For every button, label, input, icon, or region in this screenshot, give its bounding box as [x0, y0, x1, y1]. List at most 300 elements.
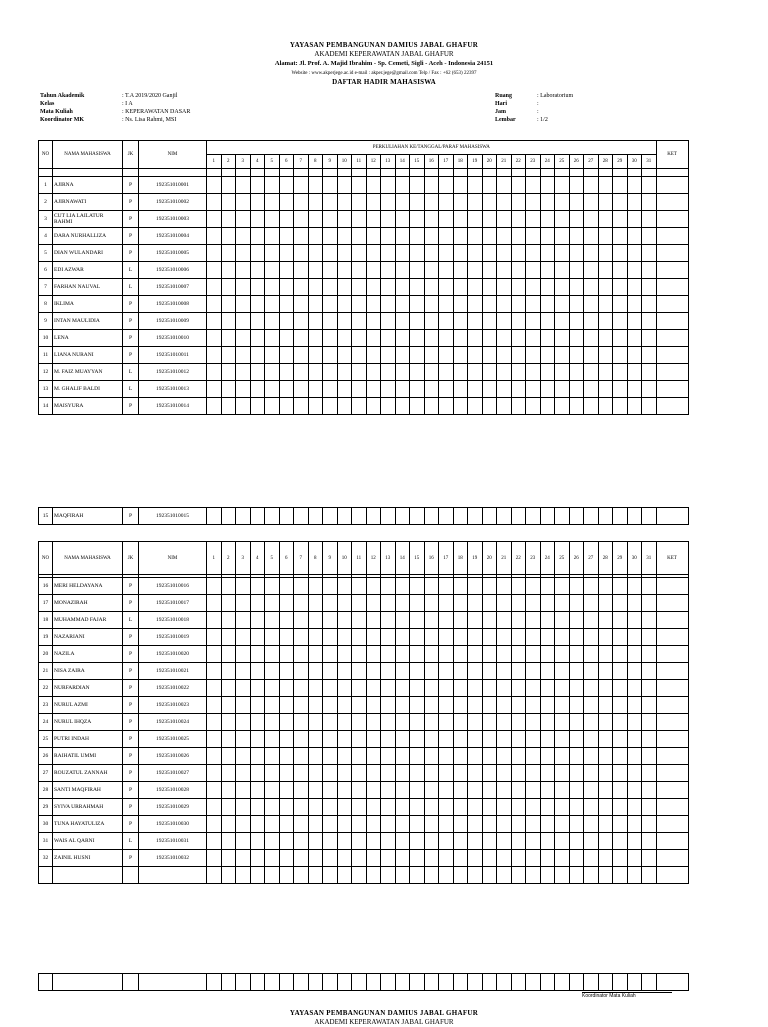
- cell-day[interactable]: [395, 330, 410, 347]
- cell-day[interactable]: [395, 833, 410, 850]
- cell-day[interactable]: [453, 697, 468, 714]
- cell-day[interactable]: [410, 296, 425, 313]
- cell-day[interactable]: [627, 578, 642, 595]
- cell-day[interactable]: [540, 680, 555, 697]
- cell-empty[interactable]: [627, 169, 642, 177]
- cell-day[interactable]: [207, 697, 222, 714]
- cell-day[interactable]: [424, 782, 439, 799]
- cell-day[interactable]: [395, 578, 410, 595]
- cell-day[interactable]: [207, 508, 222, 525]
- cell-day[interactable]: [279, 194, 294, 211]
- cell-day[interactable]: [511, 262, 526, 279]
- cell-day[interactable]: [381, 629, 396, 646]
- cell-ket[interactable]: [656, 194, 688, 211]
- cell-day[interactable]: [308, 245, 323, 262]
- cell-day[interactable]: [279, 508, 294, 525]
- cell-day[interactable]: [221, 398, 236, 415]
- cell-empty[interactable]: [482, 169, 497, 177]
- cell-day[interactable]: [207, 296, 222, 313]
- cell-empty[interactable]: [53, 169, 123, 177]
- cell-day[interactable]: [584, 714, 599, 731]
- cell-day[interactable]: [468, 313, 483, 330]
- cell-day[interactable]: [352, 629, 367, 646]
- cell-day[interactable]: [221, 680, 236, 697]
- cell-empty[interactable]: [656, 169, 688, 177]
- cell-day[interactable]: [453, 612, 468, 629]
- cell-day[interactable]: [584, 508, 599, 525]
- cell-day[interactable]: [424, 364, 439, 381]
- cell-day[interactable]: [236, 364, 251, 381]
- cell-day[interactable]: [598, 850, 613, 867]
- cell-day[interactable]: [511, 347, 526, 364]
- cell-day[interactable]: [468, 347, 483, 364]
- cell-day[interactable]: [337, 748, 352, 765]
- cell-day[interactable]: [236, 508, 251, 525]
- cell-day[interactable]: [308, 364, 323, 381]
- cell-day[interactable]: [250, 833, 265, 850]
- cell-day[interactable]: [221, 731, 236, 748]
- cell-day[interactable]: [221, 578, 236, 595]
- cell-day[interactable]: [540, 279, 555, 296]
- cell-day[interactable]: [207, 228, 222, 245]
- cell-day[interactable]: [439, 364, 454, 381]
- cell-day[interactable]: [366, 748, 381, 765]
- cell-day[interactable]: [482, 364, 497, 381]
- cell-day[interactable]: [279, 765, 294, 782]
- cell-day[interactable]: [323, 782, 338, 799]
- cell-day[interactable]: [439, 398, 454, 415]
- cell-day[interactable]: [250, 508, 265, 525]
- cell-day[interactable]: [569, 508, 584, 525]
- cell-day[interactable]: [439, 680, 454, 697]
- cell-day[interactable]: [497, 398, 512, 415]
- cell-day[interactable]: [555, 194, 570, 211]
- cell-day[interactable]: [482, 680, 497, 697]
- cell-empty[interactable]: [526, 169, 541, 177]
- cell-day[interactable]: [642, 748, 657, 765]
- cell-day[interactable]: [598, 398, 613, 415]
- cell-day[interactable]: [526, 731, 541, 748]
- cell-day[interactable]: [453, 782, 468, 799]
- cell-day[interactable]: [439, 262, 454, 279]
- cell-day[interactable]: [265, 177, 280, 194]
- cell-day[interactable]: [497, 765, 512, 782]
- cell-day[interactable]: [627, 313, 642, 330]
- cell-day[interactable]: [424, 731, 439, 748]
- cell-day[interactable]: [497, 680, 512, 697]
- cell-day[interactable]: [468, 748, 483, 765]
- cell-day[interactable]: [366, 262, 381, 279]
- cell-empty[interactable]: [123, 169, 139, 177]
- cell-day[interactable]: [410, 680, 425, 697]
- cell-day[interactable]: [453, 595, 468, 612]
- cell-day[interactable]: [598, 211, 613, 228]
- cell-day[interactable]: [250, 799, 265, 816]
- cell-day[interactable]: [279, 782, 294, 799]
- cell-empty[interactable]: [308, 974, 323, 991]
- cell-day[interactable]: [569, 330, 584, 347]
- cell-day[interactable]: [569, 262, 584, 279]
- cell-empty[interactable]: [323, 974, 338, 991]
- cell-day[interactable]: [381, 595, 396, 612]
- cell-day[interactable]: [221, 646, 236, 663]
- cell-day[interactable]: [294, 211, 309, 228]
- cell-day[interactable]: [294, 364, 309, 381]
- cell-ket[interactable]: [656, 245, 688, 262]
- cell-day[interactable]: [236, 347, 251, 364]
- cell-day[interactable]: [569, 364, 584, 381]
- cell-day[interactable]: [381, 398, 396, 415]
- cell-day[interactable]: [584, 279, 599, 296]
- cell-ket[interactable]: [656, 850, 688, 867]
- cell-day[interactable]: [207, 578, 222, 595]
- cell-day[interactable]: [395, 595, 410, 612]
- cell-day[interactable]: [410, 833, 425, 850]
- cell-day[interactable]: [381, 765, 396, 782]
- cell-day[interactable]: [250, 347, 265, 364]
- cell-day[interactable]: [323, 313, 338, 330]
- cell-day[interactable]: [337, 782, 352, 799]
- cell-ket[interactable]: [656, 782, 688, 799]
- cell-day[interactable]: [439, 850, 454, 867]
- cell-day[interactable]: [540, 697, 555, 714]
- cell-day[interactable]: [642, 697, 657, 714]
- cell-day[interactable]: [279, 262, 294, 279]
- cell-day[interactable]: [366, 578, 381, 595]
- cell-day[interactable]: [250, 816, 265, 833]
- cell-day[interactable]: [439, 646, 454, 663]
- cell-empty[interactable]: [613, 974, 628, 991]
- cell-day[interactable]: [236, 228, 251, 245]
- cell-day[interactable]: [439, 279, 454, 296]
- cell-day[interactable]: [453, 279, 468, 296]
- cell-day[interactable]: [395, 262, 410, 279]
- cell-day[interactable]: [627, 211, 642, 228]
- cell-day[interactable]: [395, 663, 410, 680]
- cell-day[interactable]: [642, 381, 657, 398]
- cell-day[interactable]: [555, 799, 570, 816]
- cell-day[interactable]: [569, 612, 584, 629]
- cell-day[interactable]: [410, 765, 425, 782]
- cell-day[interactable]: [265, 279, 280, 296]
- cell-day[interactable]: [584, 612, 599, 629]
- cell-day[interactable]: [468, 629, 483, 646]
- cell-day[interactable]: [482, 663, 497, 680]
- cell-empty[interactable]: [569, 974, 584, 991]
- cell-day[interactable]: [236, 765, 251, 782]
- cell-day[interactable]: [279, 595, 294, 612]
- cell-day[interactable]: [439, 296, 454, 313]
- cell-day[interactable]: [221, 194, 236, 211]
- cell-day[interactable]: [337, 279, 352, 296]
- cell-day[interactable]: [221, 765, 236, 782]
- cell-day[interactable]: [395, 799, 410, 816]
- cell-empty[interactable]: [265, 867, 280, 884]
- cell-day[interactable]: [236, 850, 251, 867]
- cell-day[interactable]: [323, 177, 338, 194]
- cell-day[interactable]: [221, 612, 236, 629]
- cell-day[interactable]: [323, 296, 338, 313]
- cell-empty[interactable]: [569, 867, 584, 884]
- cell-day[interactable]: [555, 816, 570, 833]
- cell-day[interactable]: [308, 646, 323, 663]
- cell-day[interactable]: [424, 629, 439, 646]
- cell-day[interactable]: [381, 381, 396, 398]
- cell-day[interactable]: [236, 330, 251, 347]
- cell-day[interactable]: [265, 211, 280, 228]
- cell-day[interactable]: [424, 245, 439, 262]
- cell-day[interactable]: [497, 714, 512, 731]
- cell-day[interactable]: [279, 398, 294, 415]
- cell-day[interactable]: [366, 330, 381, 347]
- cell-day[interactable]: [511, 629, 526, 646]
- cell-day[interactable]: [511, 177, 526, 194]
- cell-day[interactable]: [337, 296, 352, 313]
- cell-day[interactable]: [410, 398, 425, 415]
- cell-empty[interactable]: [250, 169, 265, 177]
- cell-day[interactable]: [482, 646, 497, 663]
- cell-day[interactable]: [468, 245, 483, 262]
- cell-day[interactable]: [323, 799, 338, 816]
- cell-day[interactable]: [468, 714, 483, 731]
- cell-day[interactable]: [526, 646, 541, 663]
- cell-ket[interactable]: [656, 612, 688, 629]
- cell-day[interactable]: [323, 850, 338, 867]
- cell-day[interactable]: [250, 245, 265, 262]
- cell-day[interactable]: [279, 364, 294, 381]
- cell-empty[interactable]: [526, 867, 541, 884]
- cell-empty[interactable]: [279, 867, 294, 884]
- cell-day[interactable]: [497, 245, 512, 262]
- cell-day[interactable]: [526, 279, 541, 296]
- cell-day[interactable]: [584, 850, 599, 867]
- cell-day[interactable]: [337, 816, 352, 833]
- cell-day[interactable]: [439, 595, 454, 612]
- cell-day[interactable]: [221, 262, 236, 279]
- cell-empty[interactable]: [366, 867, 381, 884]
- cell-day[interactable]: [337, 381, 352, 398]
- cell-day[interactable]: [482, 748, 497, 765]
- cell-day[interactable]: [540, 296, 555, 313]
- cell-day[interactable]: [207, 330, 222, 347]
- cell-day[interactable]: [294, 313, 309, 330]
- cell-empty[interactable]: [265, 974, 280, 991]
- cell-day[interactable]: [395, 313, 410, 330]
- cell-empty[interactable]: [207, 974, 222, 991]
- cell-day[interactable]: [323, 680, 338, 697]
- cell-day[interactable]: [337, 578, 352, 595]
- cell-empty[interactable]: [39, 974, 53, 991]
- cell-day[interactable]: [352, 748, 367, 765]
- cell-day[interactable]: [381, 177, 396, 194]
- cell-day[interactable]: [627, 697, 642, 714]
- cell-day[interactable]: [236, 262, 251, 279]
- cell-ket[interactable]: [656, 313, 688, 330]
- cell-day[interactable]: [221, 508, 236, 525]
- cell-day[interactable]: [366, 680, 381, 697]
- cell-day[interactable]: [497, 782, 512, 799]
- cell-day[interactable]: [352, 245, 367, 262]
- cell-day[interactable]: [221, 595, 236, 612]
- cell-day[interactable]: [627, 850, 642, 867]
- cell-day[interactable]: [613, 245, 628, 262]
- cell-day[interactable]: [424, 398, 439, 415]
- cell-day[interactable]: [381, 782, 396, 799]
- cell-day[interactable]: [207, 398, 222, 415]
- cell-day[interactable]: [337, 731, 352, 748]
- cell-empty[interactable]: [221, 974, 236, 991]
- cell-day[interactable]: [352, 578, 367, 595]
- cell-day[interactable]: [526, 850, 541, 867]
- cell-day[interactable]: [497, 177, 512, 194]
- cell-day[interactable]: [526, 697, 541, 714]
- cell-day[interactable]: [265, 799, 280, 816]
- cell-day[interactable]: [352, 731, 367, 748]
- cell-day[interactable]: [468, 330, 483, 347]
- cell-day[interactable]: [352, 296, 367, 313]
- cell-day[interactable]: [207, 245, 222, 262]
- cell-day[interactable]: [453, 731, 468, 748]
- cell-day[interactable]: [424, 313, 439, 330]
- cell-day[interactable]: [236, 595, 251, 612]
- cell-day[interactable]: [555, 748, 570, 765]
- cell-day[interactable]: [613, 765, 628, 782]
- cell-day[interactable]: [497, 211, 512, 228]
- cell-day[interactable]: [511, 508, 526, 525]
- cell-day[interactable]: [265, 782, 280, 799]
- cell-day[interactable]: [511, 194, 526, 211]
- cell-day[interactable]: [352, 782, 367, 799]
- cell-empty[interactable]: [410, 169, 425, 177]
- cell-day[interactable]: [366, 228, 381, 245]
- cell-day[interactable]: [613, 279, 628, 296]
- cell-day[interactable]: [540, 313, 555, 330]
- cell-day[interactable]: [337, 833, 352, 850]
- cell-day[interactable]: [294, 578, 309, 595]
- cell-day[interactable]: [395, 381, 410, 398]
- cell-day[interactable]: [468, 782, 483, 799]
- cell-day[interactable]: [627, 680, 642, 697]
- cell-day[interactable]: [526, 799, 541, 816]
- cell-day[interactable]: [337, 799, 352, 816]
- cell-day[interactable]: [294, 194, 309, 211]
- cell-day[interactable]: [555, 765, 570, 782]
- cell-day[interactable]: [540, 731, 555, 748]
- cell-empty[interactable]: [381, 169, 396, 177]
- cell-day[interactable]: [511, 296, 526, 313]
- cell-day[interactable]: [453, 816, 468, 833]
- cell-day[interactable]: [511, 646, 526, 663]
- cell-day[interactable]: [352, 279, 367, 296]
- cell-day[interactable]: [439, 714, 454, 731]
- cell-day[interactable]: [381, 578, 396, 595]
- cell-day[interactable]: [265, 748, 280, 765]
- cell-day[interactable]: [410, 782, 425, 799]
- cell-day[interactable]: [569, 245, 584, 262]
- cell-empty[interactable]: [207, 867, 222, 884]
- cell-day[interactable]: [308, 313, 323, 330]
- cell-ket[interactable]: [656, 211, 688, 228]
- cell-day[interactable]: [555, 680, 570, 697]
- cell-day[interactable]: [569, 782, 584, 799]
- cell-day[interactable]: [381, 816, 396, 833]
- cell-empty[interactable]: [39, 169, 53, 177]
- cell-empty[interactable]: [236, 974, 251, 991]
- cell-day[interactable]: [308, 748, 323, 765]
- cell-day[interactable]: [207, 646, 222, 663]
- cell-day[interactable]: [555, 296, 570, 313]
- cell-day[interactable]: [584, 398, 599, 415]
- cell-day[interactable]: [424, 508, 439, 525]
- cell-day[interactable]: [555, 833, 570, 850]
- cell-day[interactable]: [381, 731, 396, 748]
- cell-day[interactable]: [468, 177, 483, 194]
- cell-day[interactable]: [526, 330, 541, 347]
- cell-day[interactable]: [207, 629, 222, 646]
- cell-day[interactable]: [221, 748, 236, 765]
- cell-day[interactable]: [584, 296, 599, 313]
- cell-day[interactable]: [395, 398, 410, 415]
- cell-empty[interactable]: [439, 974, 454, 991]
- cell-day[interactable]: [511, 714, 526, 731]
- cell-day[interactable]: [381, 748, 396, 765]
- cell-day[interactable]: [569, 850, 584, 867]
- cell-day[interactable]: [584, 177, 599, 194]
- cell-day[interactable]: [453, 748, 468, 765]
- cell-day[interactable]: [613, 748, 628, 765]
- cell-day[interactable]: [279, 646, 294, 663]
- cell-day[interactable]: [294, 731, 309, 748]
- cell-day[interactable]: [453, 850, 468, 867]
- cell-day[interactable]: [366, 279, 381, 296]
- cell-day[interactable]: [366, 850, 381, 867]
- cell-day[interactable]: [497, 330, 512, 347]
- cell-day[interactable]: [569, 731, 584, 748]
- cell-day[interactable]: [511, 398, 526, 415]
- cell-day[interactable]: [294, 612, 309, 629]
- cell-day[interactable]: [236, 296, 251, 313]
- cell-day[interactable]: [236, 578, 251, 595]
- cell-day[interactable]: [555, 629, 570, 646]
- cell-day[interactable]: [453, 714, 468, 731]
- cell-ket[interactable]: [656, 714, 688, 731]
- cell-day[interactable]: [627, 398, 642, 415]
- cell-day[interactable]: [598, 748, 613, 765]
- cell-day[interactable]: [337, 697, 352, 714]
- cell-day[interactable]: [294, 748, 309, 765]
- cell-day[interactable]: [410, 381, 425, 398]
- cell-day[interactable]: [323, 381, 338, 398]
- cell-day[interactable]: [569, 799, 584, 816]
- cell-day[interactable]: [424, 697, 439, 714]
- cell-day[interactable]: [439, 194, 454, 211]
- cell-day[interactable]: [294, 697, 309, 714]
- cell-day[interactable]: [337, 595, 352, 612]
- cell-day[interactable]: [453, 799, 468, 816]
- cell-empty[interactable]: [221, 867, 236, 884]
- cell-day[interactable]: [265, 347, 280, 364]
- cell-day[interactable]: [352, 313, 367, 330]
- cell-day[interactable]: [569, 347, 584, 364]
- cell-day[interactable]: [410, 279, 425, 296]
- cell-day[interactable]: [366, 313, 381, 330]
- cell-day[interactable]: [468, 508, 483, 525]
- cell-day[interactable]: [236, 177, 251, 194]
- cell-day[interactable]: [308, 262, 323, 279]
- cell-day[interactable]: [584, 765, 599, 782]
- cell-day[interactable]: [453, 663, 468, 680]
- cell-day[interactable]: [453, 833, 468, 850]
